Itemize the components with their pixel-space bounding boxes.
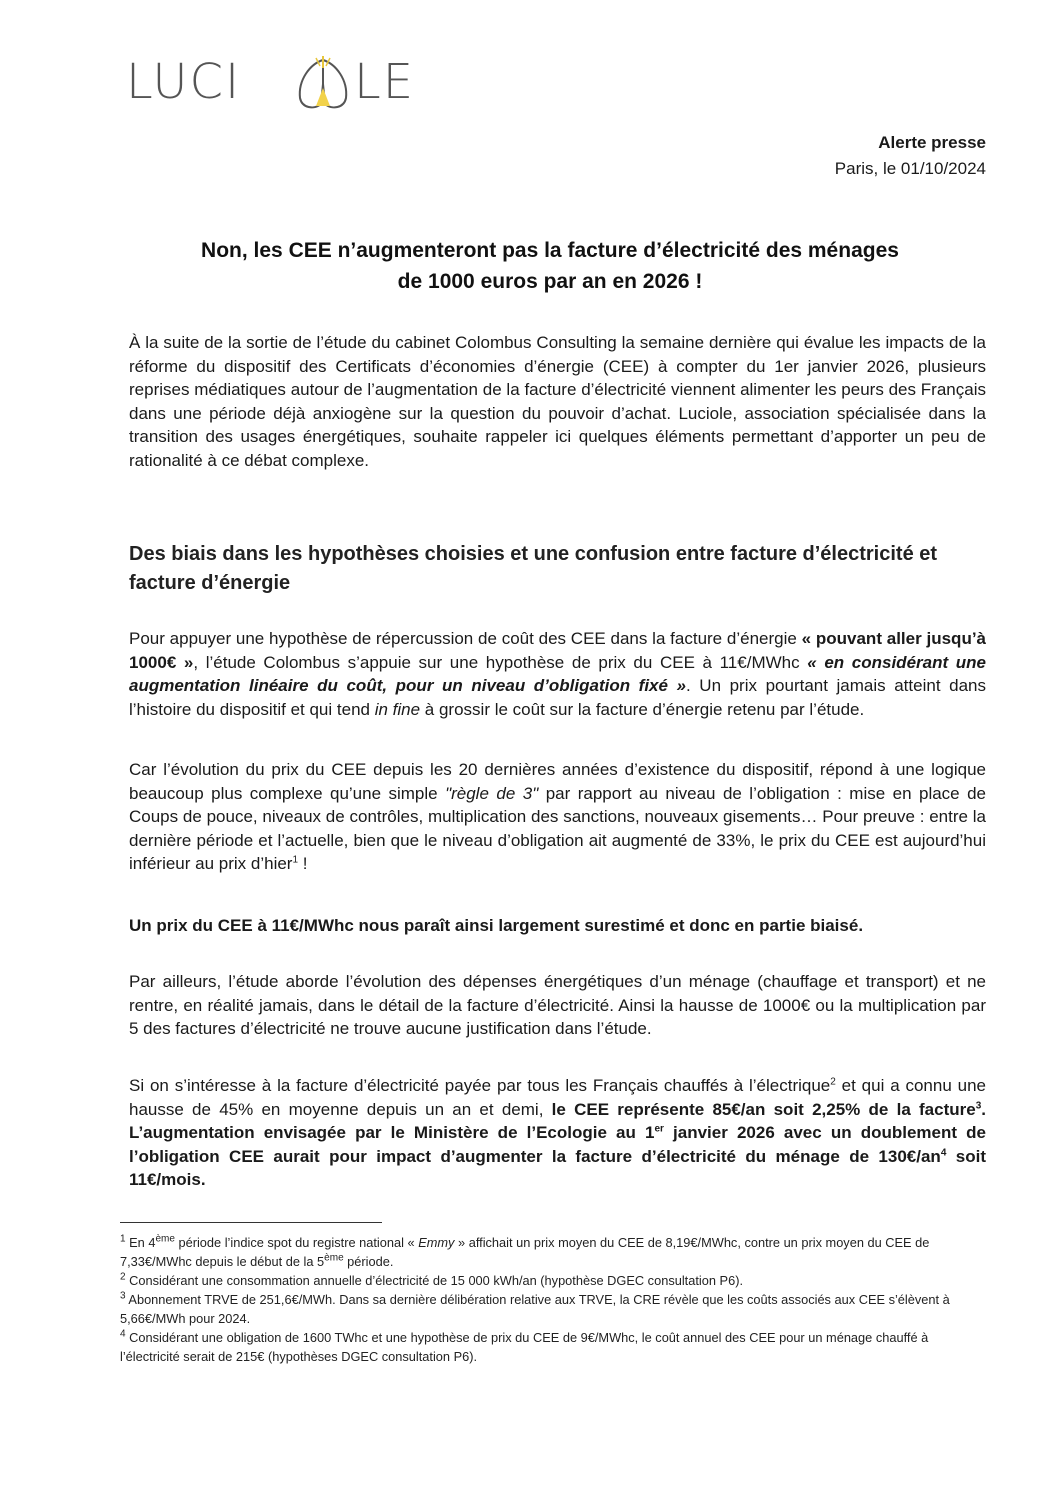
footnote-1 (120, 1233, 986, 1271)
footnotes (120, 1233, 986, 1366)
footnote-ref-2: 2 (830, 1076, 836, 1088)
text-run: Considérant une obligation de 1600 TWhc et une hypothèse de prix du CEE de 9€/MWhc, le coût annuel des CEE pour un ménage chauffé à l’électricité serait de 215€ (hypothèses DGEC consultation P6). (120, 1330, 929, 1364)
text-run: Si on s’intéresse à la facture d’électricité payée par tous les Français chauffés à l’électrique (129, 1076, 831, 1095)
footnote-number: 4 (120, 1328, 126, 1340)
ordinal-suffix: er (654, 1123, 664, 1135)
press-meta (835, 130, 986, 182)
text-run: , l’étude Colombus s’appuie sur une hypothèse de prix du CEE à 11€/MWhc (193, 652, 808, 672)
text-run: Car l’évolution du prix du CEE depuis les 20 dernières années d’existence du dispositif, répond à une logique beaucoup plus complexe qu’une simple (129, 760, 986, 803)
text-run: En 4 (125, 1235, 156, 1250)
title-line-1: Non, les CEE n’augmenteront pas la facture d’électricité des ménages (201, 239, 899, 262)
text-run: et qui a connu une hausse de 45% en moyenne depuis un an et demi, (129, 1076, 986, 1119)
footnote-ref-3: 3 (975, 1099, 982, 1111)
paragraph-price-evolution (129, 758, 986, 876)
footnote-divider (120, 1222, 382, 1223)
intro-paragraph: À la suite de la sortie de l’étude du cabinet Colombus Consulting la semaine dernière qui évalue les impacts de la réforme du dispositif des Certificats d’économies d’énergie (CEE) à compter du 1er janvier 2026, plusieurs reprises médiatiques autour de l’augmentation de la facture d’électricité viennent alimenter les peurs des Français dans une période déjà anxiogène sur la question du pouvoir d’achat. Luciole, association spécialisée dans la transition des usages énergétiques, souhaite rappeler ici quelques éléments permettant d’apporter un peu de rationalité à ce débat complexe. (129, 333, 986, 470)
paragraph-conclusion: Un prix du CEE à 11€/MWhc nous paraît ainsi largement surestimé et donc en partie biaisé. (129, 916, 864, 935)
text-run: à grossir le coût sur la facture d’énergie retenu par l’étude. (420, 699, 865, 719)
text-run: Pour appuyer une hypothèse de répercussion de coût des CEE dans la facture d’énergie (129, 629, 802, 648)
footnote-number: 3 (120, 1290, 126, 1302)
footnote-2 (120, 1271, 986, 1290)
text-run: . Un prix pourtant jamais atteint dans l’histoire du dispositif et qui tend (129, 676, 986, 719)
italic-text: in fine (374, 699, 421, 719)
footnote-number: 1 (120, 1233, 126, 1245)
text-run: ! (298, 854, 308, 874)
footnote-ref-4: 4 (940, 1147, 947, 1159)
bold-text: janvier 2026 avec un doublement de l’obligation CEE aurait pour impact d’augmenter la facture d’électricité du ménage de 130€/an (129, 1123, 987, 1166)
italic-text: "règle de 3" (445, 783, 539, 803)
footnote-ref-1: 1 (292, 854, 299, 866)
bold-text: soit 11€/mois. (129, 1146, 986, 1190)
bold-text: . L’augmentation envisagée par le Ministère de l’Ecologie au 1 (129, 1099, 986, 1143)
paragraph-hypothesis (129, 627, 986, 721)
logo-text-left: LUCI (126, 54, 242, 110)
text-run: par rapport au niveau de l’obligation : mise en place de Coups de pouce, niveaux de contrôles, multiplication des sanctions, nouveaux gisements… Pour preuve : entre la dernière période et l’actuelle, bien que le niveau d’obligation ait augmenté de 33%, le prix du CEE est aujourd’hui inférieur au prix d’hier (129, 783, 986, 874)
title-line-2: de 1000 euros par an en 2026 ! (397, 270, 703, 293)
footnote-3 (120, 1290, 986, 1328)
footnote-4 (120, 1328, 986, 1366)
footnote-number: 2 (120, 1271, 126, 1283)
firefly-logo-icon (292, 54, 354, 114)
text-run: période. (343, 1254, 394, 1269)
section-heading: Des biais dans les hypothèses choisies et une confusion entre facture d’électricité et facture d’énergie (129, 543, 938, 594)
logo-text-right: LE (354, 54, 416, 110)
bold-italic-quote: « en considérant une augmentation linéaire du coût, pour un niveau d’obligation fixé » (129, 652, 986, 696)
logo (126, 50, 416, 114)
bold-text: le CEE représente 85€/an soit 2,25% de la facture (551, 1099, 976, 1119)
place-date: Paris, le 01/10/2024 (834, 159, 986, 178)
paragraph-energy-spending: Par ailleurs, l’étude aborde l’évolution des dépenses énergétiques d’un ménage (chauffage et transport) et ne rentre, en réalité jamais, dans le détail de la facture d’électricité. Ainsi la hausse de 1000€ ou la multiplication par 5 des factures d’électricité ne trouve aucune justification dans l’étude. (129, 972, 986, 1039)
ordinal-suffix: ème (324, 1252, 344, 1264)
text-run: Considérant une consommation annuelle d’électricité de 15 000 kWh/an (hypothèse DGEC consultation P6). (125, 1273, 744, 1288)
ordinal-suffix: ème (155, 1233, 175, 1245)
text-run: » affichait un prix moyen du CEE de 8,19€/MWhc, contre un prix moyen du CEE de 7,33€/MWhc depuis le début de la 5 (120, 1235, 930, 1269)
bold-quote: « pouvant aller jusqu’à 1000€ » (129, 629, 987, 672)
italic-text: Emmy (418, 1235, 455, 1250)
page-title (120, 235, 980, 297)
text-run: période l’indice spot du registre national « (174, 1235, 419, 1250)
paragraph-electricity-bill (129, 1074, 986, 1192)
document-type: Alerte presse (878, 133, 986, 152)
text-run: Abonnement TRVE de 251,6€/MWh. Dans sa dernière délibération relative aux TRVE, la CRE révèle que les coûts associés aux CEE s’élèvent à 5,66€/MWh pour 2024. (120, 1292, 950, 1326)
